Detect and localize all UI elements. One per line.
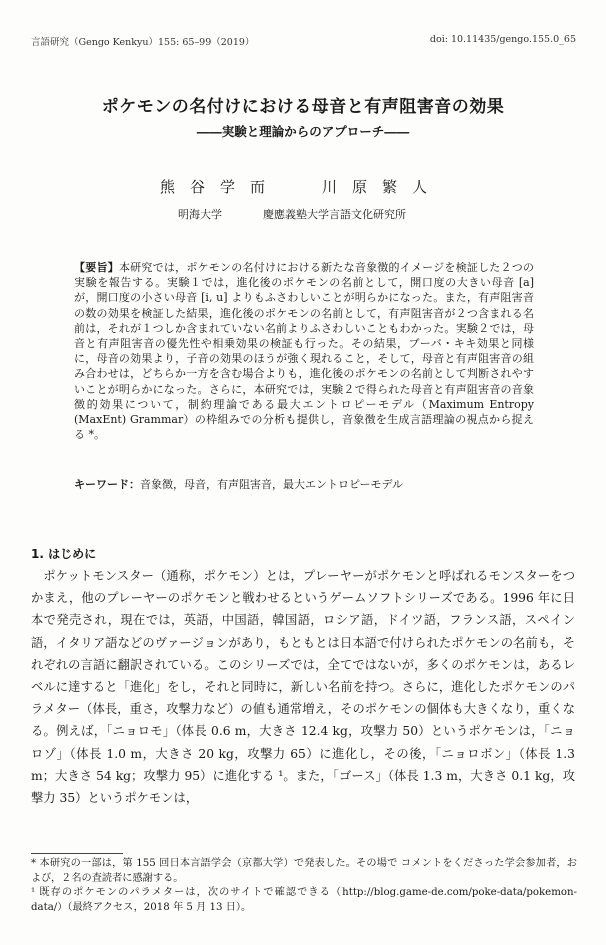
- keywords-label: キーワード：: [74, 478, 140, 491]
- author-affiliation-2: 慶應義塾大学言語文化研究所: [263, 208, 406, 221]
- paper-title: ポケモンの名付けにおける母音と有声阻害音の効果: [101, 97, 505, 117]
- section-heading: 1. はじめに: [31, 547, 97, 561]
- keywords-text: 音象徴，母音，有声阻害音，最大エントロピーモデル: [140, 478, 404, 491]
- paper-subtitle: ――実験と理論からのアプローチ――: [196, 124, 410, 139]
- author-name-2: 川原繁人: [322, 178, 443, 196]
- running-header-citation: 言語研究（Gengo Kenkyu）155: 65–99（2019）: [31, 37, 255, 48]
- author-name-1: 熊谷学而: [160, 178, 281, 196]
- abstract-label: 【要旨】: [74, 261, 119, 274]
- keywords: [74, 476, 534, 492]
- section-body: ポケットモンスター（通称，ポケモン）とは，プレーヤーがポケモンと呼ばれるモンスターをつかまえ，他のプレーヤーのポケモンと戦わせるというゲームソフトシリーズである。1996 年に日本で発売され，現在では，英語，中国語，韓国語，ロシア語，ドイツ語，フランス語，スペイン語，イタリア語などのヴァージョンがあり，もともとは日本語で付けられたポケモンの名前も，それぞれの言語に翻訳されている。このシリーズでは，全てではないが，多くのポケモンは，あるレベルに達すると「進化」をし，それと同時に，新しい名前を持つ。さらに，進化したポケモンのパラメター（体長，重さ，攻撃力など）の値も通常増え，そのポケモンの個体も大きくなり，重くなる。例えば，「ニョロモ」（体長 0.6 m，大きさ 12.4 kg，攻撃力 50）というポケモンは，「ニョロゾ」（体長 1.0 m，大きさ 20 kg，攻撃力 65）に進化し，その後，「ニョロボン」（体長 1.3 m；大きさ 54 kg；攻撃力 95）に進化する ¹。また，「ゴース」（体長 1.3 m，大きさ 0.1 kg，攻撃力 35）というポケモンは，: [31, 569, 575, 806]
- footnote-2: ¹ 既存のポケモンのパラメターは，次のサイトで確認できる（http://blog.game-de.com/poke-data/pokemon-data/）（最終アクセス，2018 年 5 月 13 日）。: [31, 887, 577, 913]
- author-affiliation-1: 明海大学: [178, 208, 222, 221]
- running-header-doi: doi: 10.11435/gengo.155.0_65: [429, 34, 576, 45]
- footnote-1: * 本研究の一部は，第 155 回日本言語学会（京都大学）で発表した。その場で コメントをくださった学会参加者，および，２名の査読者に感謝する。: [31, 858, 577, 884]
- footnote-divider: [31, 853, 123, 854]
- abstract: [74, 260, 534, 442]
- abstract-text: 本研究では，ポケモンの名付けにおける新たな音象徴的イメージを検証した２つの実験を報告する。実験１では，進化後のポケモンの名前として，開口度の大きい母音 [a] が，開口度の小さい母音 [i, u] よりもふさわしいことが明らかになった。また，有声阻害音の数の効果を検証した結果，進化後のポケモンの名前として，有声阻害音が２つ含まれる名前は，それが１つしか含まれていない名前よりふさわしいこともわかった。実験２では，母音と有声阻害音の優先性や相乗効果の検証も行った。その結果，ブーバ・キキ効果と同様に，母音の効果より，子音の効果のほうが強く現れること，そして，母音と有声阻害音の組み合わせは，どちらか一方を含む場合よりも，進化後のポケモンの名前として判断されやすいことが明らかになった。さらに，本研究では，実験２で得られた母音と有声阻害音の音象徴的効果について，制約理論である最大エントロピーモデル（Maximum Entropy (MaxEnt) Grammar）の枠組みでの分析も提供し，音象徴を生成言語理論の視点から捉える *。: [74, 261, 534, 442]
